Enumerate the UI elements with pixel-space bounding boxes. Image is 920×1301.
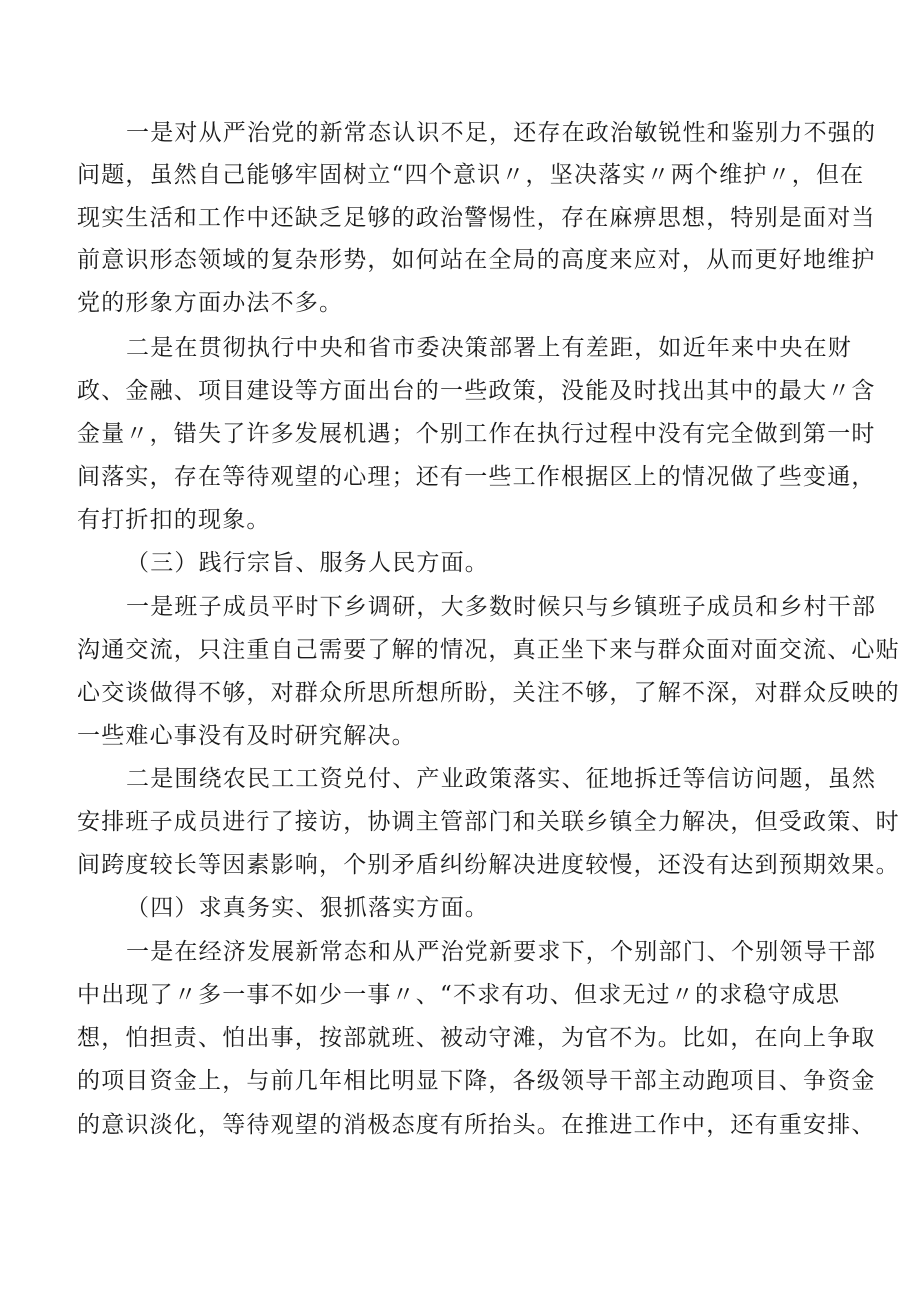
text-line: 的意识淡化，等待观望的消极态度有所抬头。在推进工作中，还有重安排、 [77, 1112, 876, 1138]
text-line: 沟通交流，只注重自己需要了解的情况，真正坐下来与群众面对面交流、心贴 [77, 637, 900, 663]
text-line: 政、金融、项目建设等方面出台的一些政策，没能及时找出其中的最大〃含 [77, 378, 876, 404]
text-line: 心交谈做得不够，对群众所思所想所盼，关注不够，了解不深，对群众反映的 [77, 680, 900, 706]
text-line: 党的形象方面办法不多。 [77, 290, 344, 316]
text-line: 金量〃，错失了许多发展机遇；个别工作在执行过程中没有完全做到第一时 [77, 421, 876, 447]
text-line: 二是围绕农民工工资兑付、产业政策落实、征地拆迁等信访问题，虽然 [126, 766, 877, 792]
text-line: 一是对从严治党的新常态认识不足，还存在政治敏锐性和鉴别力不强的 [126, 120, 877, 146]
text-line: 一是班子成员平时下乡调研，大多数时候只与乡镇班子成员和乡村干部 [126, 594, 877, 620]
text-line: 的项目资金上，与前几年相比明显下降，各级领导干部主动跑项目、争资金 [77, 1068, 876, 1094]
text-line: 安排班子成员进行了接访，协调主管部门和关联乡镇全力解决，但受政策、时 [77, 809, 900, 835]
text-line: 问题，虽然自己能够牢固树立“四个意识〃，坚决落实〃两个维护〃，但在 [77, 162, 865, 188]
text-line: 一是在经济发展新常态和从严治党新要求下，个别部门、个别领导干部 [126, 939, 877, 965]
text-line: 有打折扣的现象。 [77, 507, 271, 533]
text-line: 二是在贯彻执行中央和省市委决策部署上有差距，如近年来中央在财 [126, 335, 852, 361]
text-line: 一些难心事没有及时研究解决。 [77, 723, 416, 749]
text-line: 间跨度较长等因素影响，个别矛盾纠纷解决进度较慢，还没有达到预期效果。 [77, 852, 900, 878]
text-line: 间落实，存在等待观望的心理；还有一些工作根据区上的情况做了些变通， [77, 464, 876, 490]
text-line: 前意识形态领域的复杂形势，如何站在全局的高度来应对，从而更好地维护 [77, 247, 876, 273]
text-line: 想，怕担责、怕出事，按部就班、被动守滩，为官不为。比如，在向上争取 [77, 1025, 876, 1051]
text-line: 中出现了〃多一事不如少一事〃、“不求有功、但求无过〃的求稳守成思 [77, 982, 841, 1008]
text-line: 现实生活和工作中还缺乏足够的政治警惕性，存在麻痹思想，特别是面对当 [77, 205, 876, 231]
section-heading: （四）求真务实、狠抓落实方面。 [126, 895, 489, 921]
section-heading: （三）践行宗旨、服务人民方面。 [126, 550, 489, 576]
